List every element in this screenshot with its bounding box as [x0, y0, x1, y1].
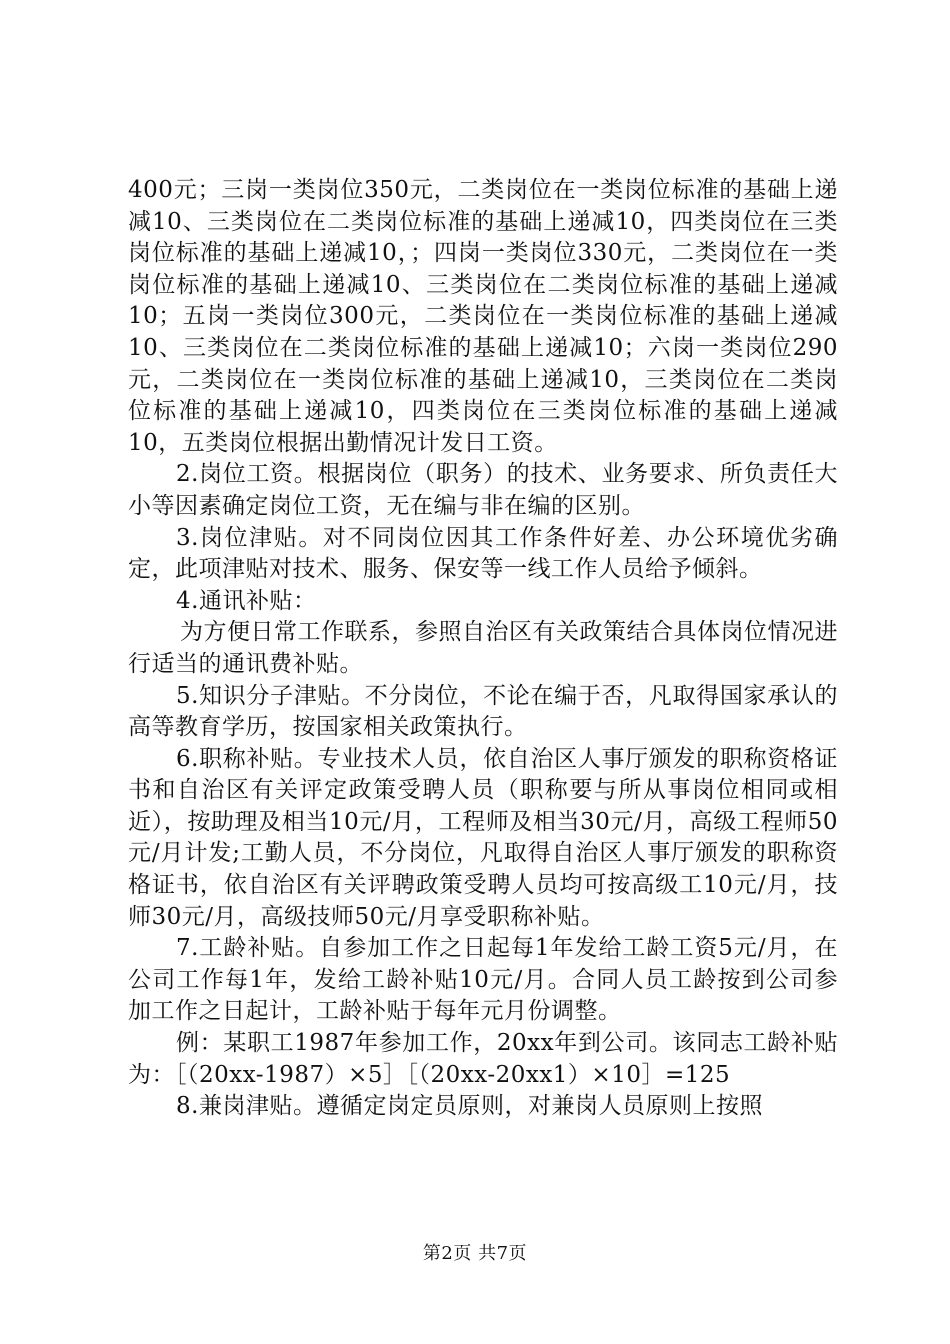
paragraph-communication-subsidy-heading: 4.通讯补贴：	[176, 587, 317, 614]
paragraph-seniority-subsidy: 7.工龄补贴。自参加工作之日起每1年发给工龄工资5元/月，在公司工作每1年，发给工龄补贴10元/月。合同人员工龄按到公司参加工作之日起计，工龄补贴于每年元月份调整。	[128, 935, 838, 1025]
paragraph-intellectual-allowance: 5.知识分子津贴。不分岗位，不论在编于否，凡取得国家承认的高等教育学历，按国家相关政策执行。	[128, 682, 838, 741]
paragraph-post-allowance: 3.岗位津贴。对不同岗位因其工作条件好差、办公环境优劣确定，此项津贴对技术、服务、保安等一线工作人员给予倾斜。	[128, 524, 838, 583]
paragraph-example: 例：某职工1987年参加工作，20xx年到公司。该同志工龄补贴为：［（20xx-1987）×5］［（20xx-20xx1）×10］=125	[128, 1030, 838, 1088]
paragraph-continuation: 400元；三岗一类岗位350元，二类岗位在一类岗位标准的基础上递减10、三类岗位在二类岗位标准的基础上递减10，四类岗位在三类岗位标准的基础上递减10，；四岗一类岗位330元，二类岗位在一类岗位标准的基础上递减10、三类岗位在二类岗位标准的基础上递减10；五岗一类岗位300元，二类岗位在一类岗位标准的基础上递减10、三类岗位在二类岗位标准的基础上递减10；六岗一类岗位290元，二类岗位在一类岗位标准的基础上递减10，三类岗位在二类岗位标准的基础上递减10，四类岗位在三类岗位标准的基础上递减10，五类岗位根据出勤情况计发日工资。	[128, 177, 838, 456]
paragraph-concurrent-post-allowance: 8.兼岗津贴。遵循定岗定员原则，对兼岗人员原则上按照	[176, 1093, 763, 1120]
paragraph-post-salary: 2.岗位工资。根据岗位（职务）的技术、业务要求、所负责任大小等因素确定岗位工资，无在编与非在编的区别。	[128, 461, 838, 519]
page-number-footer: 第2页 共7页	[422, 1243, 528, 1264]
paragraph-communication-subsidy-body: 为方便日常工作联系，参照自治区有关政策结合具体岗位情况进行适当的通讯费补贴。	[128, 619, 838, 677]
paragraph-title-subsidy: 6.职称补贴。专业技术人员，依自治区人事厅颁发的职称资格证书和自治区有关评定政策受聘人员（职称要与所从事岗位相同或相近），按助理及相当10元/月，工程师及相当30元/月，高级工程师50元/月计发;工勤人员，不分岗位，凡取得自治区人事厅颁发的职称资格证书，依自治区有关评聘政策受聘人员均可按高级工10元/月，技师30元/月，高级技师50元/月享受职称补贴。	[128, 745, 838, 930]
document-body	[128, 175, 838, 1123]
